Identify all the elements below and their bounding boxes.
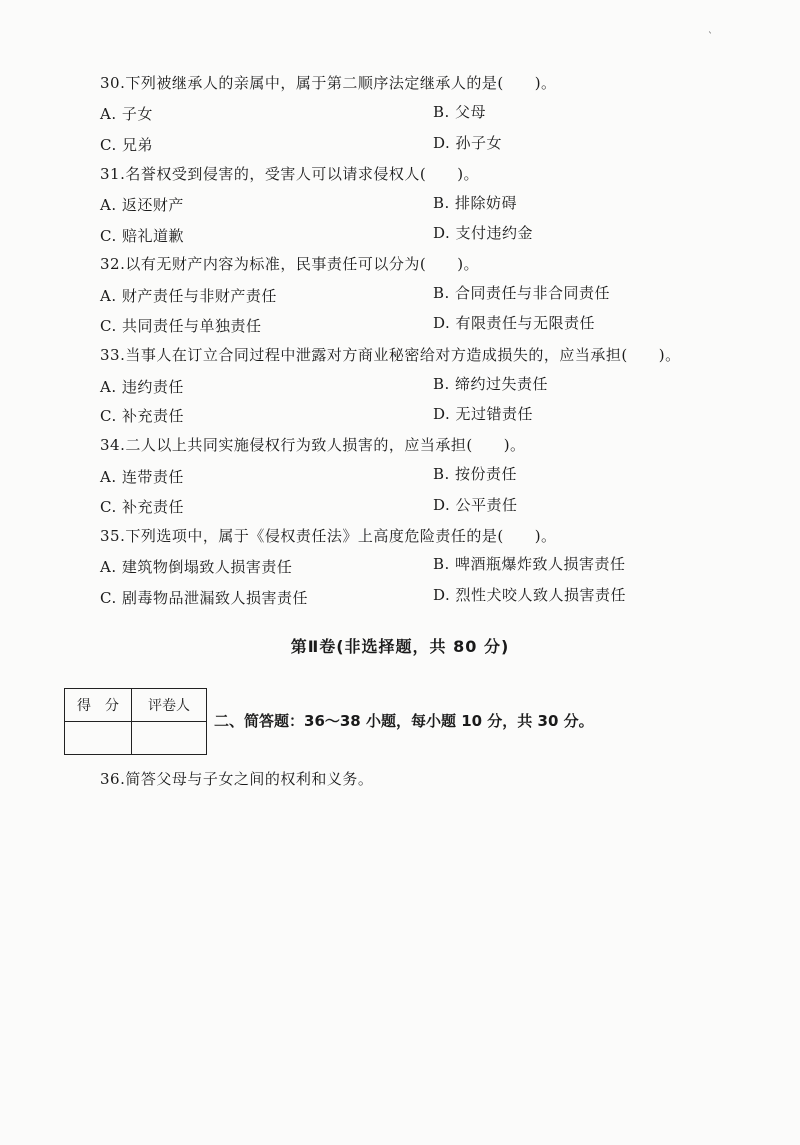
question-31-stem: 31.名誉权受到侵害的，受害人可以请求侵权人( )。 [100,165,480,183]
question-33-option-d: D. 无过错责任 [433,405,534,423]
section-title: 第Ⅱ卷(非选择题，共 80 分) [290,637,510,656]
question-32-option-a: A. 财产责任与非财产责任 [100,287,277,305]
question-32-option-c: C. 共同责任与单独责任 [100,317,262,335]
question-35-option-d: D. 烈性犬咬人致人损害责任 [433,586,627,604]
question-33-option-c: C. 补充责任 [100,407,184,425]
question-30-stem: 30.下列被继承人的亲属中，属于第二顺序法定继承人的是( )。 [100,74,557,92]
question-35-option-b: B. 啤酒瓶爆炸致人损害责任 [433,555,626,573]
question-31-option-b: B. 排除妨碍 [433,194,518,212]
section-2-heading: 二、简答题：36～38 小题，每小题 10 分，共 30 分。 [214,712,594,730]
question-30-option-b: B. 父母 [433,103,487,121]
question-34-option-a: A. 连带责任 [100,468,184,486]
question-35-option-c: C. 剧毒物品泄漏致人损害责任 [100,589,308,607]
question-35-option-a: A. 建筑物倒塌致人损害责任 [100,558,293,576]
question-34-option-c: C. 补充责任 [100,498,184,516]
question-32-stem: 32.以有无财产内容为标准，民事责任可以分为( )。 [100,255,480,273]
question-32-option-b: B. 合同责任与非合同责任 [433,284,611,302]
question-35-stem: 35.下列选项中，属于《侵权责任法》上高度危险责任的是( )。 [100,527,557,545]
scan-mark: ` [708,32,713,43]
score-label: 得 分 [65,689,132,722]
question-30-option-d: D. 孙子女 [433,134,503,152]
score-cell[interactable] [65,722,132,755]
question-31-option-d: D. 支付违约金 [433,224,534,242]
question-36-stem: 36.简答父母与子女之间的权利和义务。 [100,770,374,788]
score-table [64,688,207,755]
grader-cell[interactable] [132,722,207,755]
question-30-option-c: C. 兄弟 [100,136,153,154]
question-31-option-c: C. 赔礼道歉 [100,227,184,245]
question-31-option-a: A. 返还财产 [100,196,184,214]
question-34-option-b: B. 按份责任 [433,465,518,483]
question-34-stem: 34.二人以上共同实施侵权行为致人损害的，应当承担( )。 [100,436,526,454]
question-32-option-d: D. 有限责任与无限责任 [433,314,596,332]
question-30-option-a: A. 子女 [100,105,153,123]
question-33-option-b: B. 缔约过失责任 [433,375,549,393]
question-33-option-a: A. 违约责任 [100,378,184,396]
question-34-option-d: D. 公平责任 [433,496,518,514]
grader-label: 评卷人 [132,689,207,722]
question-33-stem: 33.当事人在订立合同过程中泄露对方商业秘密给对方造成损失的，应当承担( )。 [100,346,681,364]
